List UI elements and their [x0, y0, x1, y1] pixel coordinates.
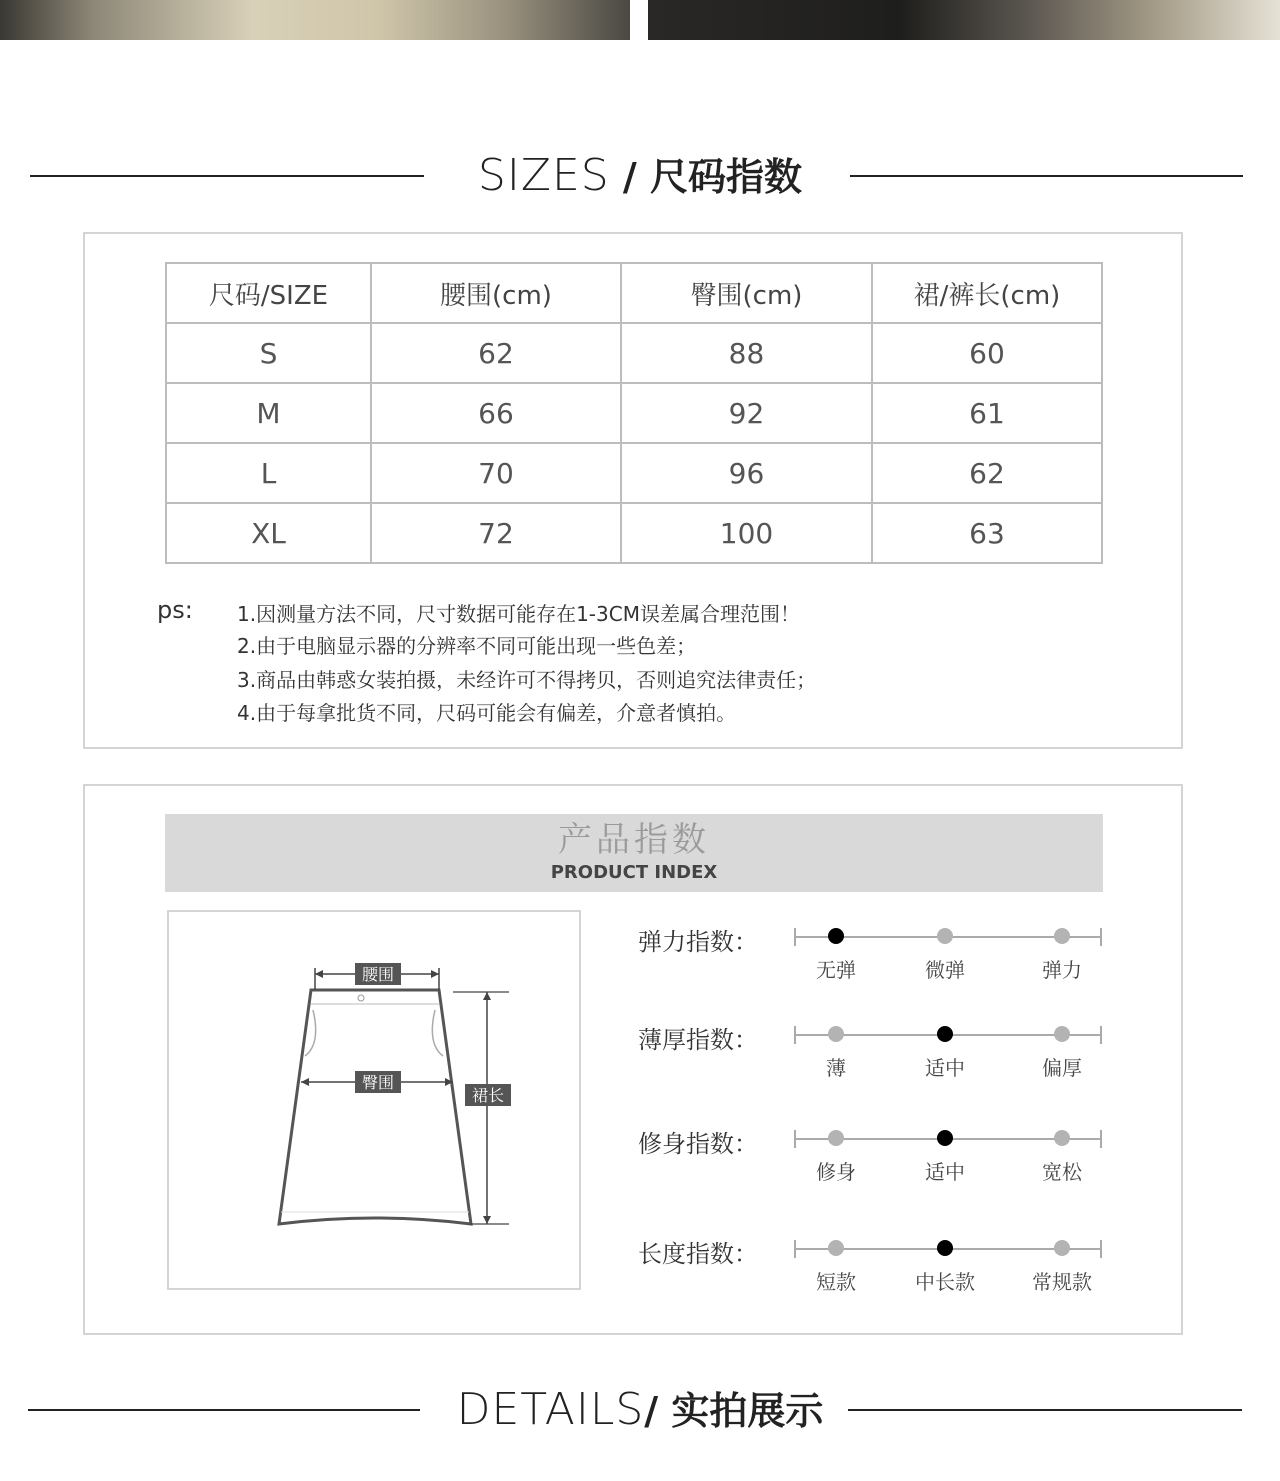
index-label: 弹力指数： — [638, 928, 758, 956]
index-option: 中长款 — [915, 1270, 975, 1294]
waist-label: 腰围 — [361, 965, 395, 984]
index-dot-selected — [828, 928, 844, 944]
index-option: 偏厚 — [1042, 1056, 1082, 1080]
index-label: 长度指数： — [638, 1240, 758, 1268]
index-label: 修身指数： — [638, 1130, 758, 1158]
product-index-title-en: PRODUCT INDEX — [550, 862, 718, 883]
skirt-illustration — [169, 912, 579, 1288]
index-option: 微弹 — [925, 958, 965, 982]
notes-label: ps: — [157, 596, 193, 624]
details-title-sep: / — [644, 1389, 672, 1433]
index-dot — [828, 1240, 844, 1256]
header-waist: 腰围(cm) — [371, 263, 621, 323]
title-divider-right — [848, 1409, 1242, 1411]
size-cell: L — [166, 443, 371, 503]
hip-cell: 92 — [621, 383, 872, 443]
length-label: 裙长 — [471, 1086, 505, 1105]
product-photo-left — [0, 0, 630, 40]
details-section-title — [0, 1380, 1280, 1440]
note-line: 1.因测量方法不同，尺寸数据可能存在1-3CM误差属合理范围！ — [237, 602, 800, 626]
waist-cell: 70 — [371, 443, 621, 503]
index-dot-selected — [937, 1026, 953, 1042]
skirt-outline — [279, 990, 471, 1224]
hip-cell: 96 — [621, 443, 872, 503]
hip-label: 臀围 — [361, 1073, 395, 1092]
index-label: 薄厚指数： — [638, 1026, 758, 1054]
title-divider-right — [850, 175, 1243, 177]
index-option: 适中 — [925, 1160, 965, 1184]
size-cell: S — [166, 323, 371, 383]
product-photo-right — [648, 0, 1280, 40]
index-dot — [828, 1026, 844, 1042]
index-row-thickness — [638, 1026, 1158, 1114]
header-size: 尺码/SIZE — [166, 263, 371, 323]
note-line: 2.由于电脑显示器的分辨率不同可能出现一些色差； — [237, 634, 697, 658]
sizes-title-en: SIZES — [477, 150, 610, 201]
table-row — [166, 383, 1102, 443]
hip-cell: 88 — [621, 323, 872, 383]
index-dot-selected — [937, 1240, 953, 1256]
waist-cell: 62 — [371, 323, 621, 383]
size-chart-panel — [83, 232, 1183, 749]
details-title-en: DETAILS — [456, 1384, 645, 1435]
index-dot-selected — [937, 1130, 953, 1146]
index-option: 常规款 — [1032, 1270, 1092, 1294]
size-cell: M — [166, 383, 371, 443]
index-option: 薄 — [826, 1056, 846, 1080]
skirt-measurement-diagram — [167, 910, 581, 1290]
table-row — [166, 443, 1102, 503]
size-table-header — [166, 263, 1102, 323]
index-dot — [1054, 1026, 1070, 1042]
product-index-panel — [83, 784, 1183, 1335]
index-option: 宽松 — [1042, 1160, 1082, 1184]
product-index-banner — [165, 814, 1103, 892]
note-line: 3.商品由韩惑女装拍摄，未经许可不得拷贝，否则追究法律责任； — [237, 668, 817, 692]
sizes-title-sep: / — [609, 155, 651, 199]
index-row-fit — [638, 1130, 1158, 1218]
header-length: 裙/裤长(cm) — [872, 263, 1102, 323]
index-row-length — [638, 1240, 1158, 1328]
length-cell: 60 — [872, 323, 1102, 383]
details-title-cn: 实拍展示 — [671, 1389, 824, 1433]
index-option: 修身 — [816, 1160, 856, 1184]
length-cell: 61 — [872, 383, 1102, 443]
note-line: 4.由于每拿批货不同，尺码可能会有偏差，介意者慎拍。 — [237, 701, 737, 725]
table-row — [166, 323, 1102, 383]
hip-cell: 100 — [621, 503, 872, 563]
waist-cell: 72 — [371, 503, 621, 563]
size-cell: XL — [166, 503, 371, 563]
sizes-section-title — [0, 146, 1280, 206]
index-row-elasticity — [638, 928, 1158, 1016]
sizes-title-cn: 尺码指数 — [650, 155, 803, 199]
waist-cell: 66 — [371, 383, 621, 443]
index-option: 短款 — [816, 1270, 856, 1294]
index-dot — [1054, 928, 1070, 944]
size-table — [165, 262, 1103, 564]
index-dot — [1054, 1130, 1070, 1146]
index-dot — [937, 928, 953, 944]
index-dot — [1054, 1240, 1070, 1256]
header-hip: 臀围(cm) — [621, 263, 872, 323]
length-cell: 62 — [872, 443, 1102, 503]
index-option: 无弹 — [816, 958, 856, 982]
table-row — [166, 503, 1102, 563]
index-option: 弹力 — [1042, 958, 1082, 982]
index-dot — [828, 1130, 844, 1146]
product-index-title-cn: 产品指数 — [558, 820, 710, 860]
length-cell: 63 — [872, 503, 1102, 563]
index-option: 适中 — [925, 1056, 965, 1080]
